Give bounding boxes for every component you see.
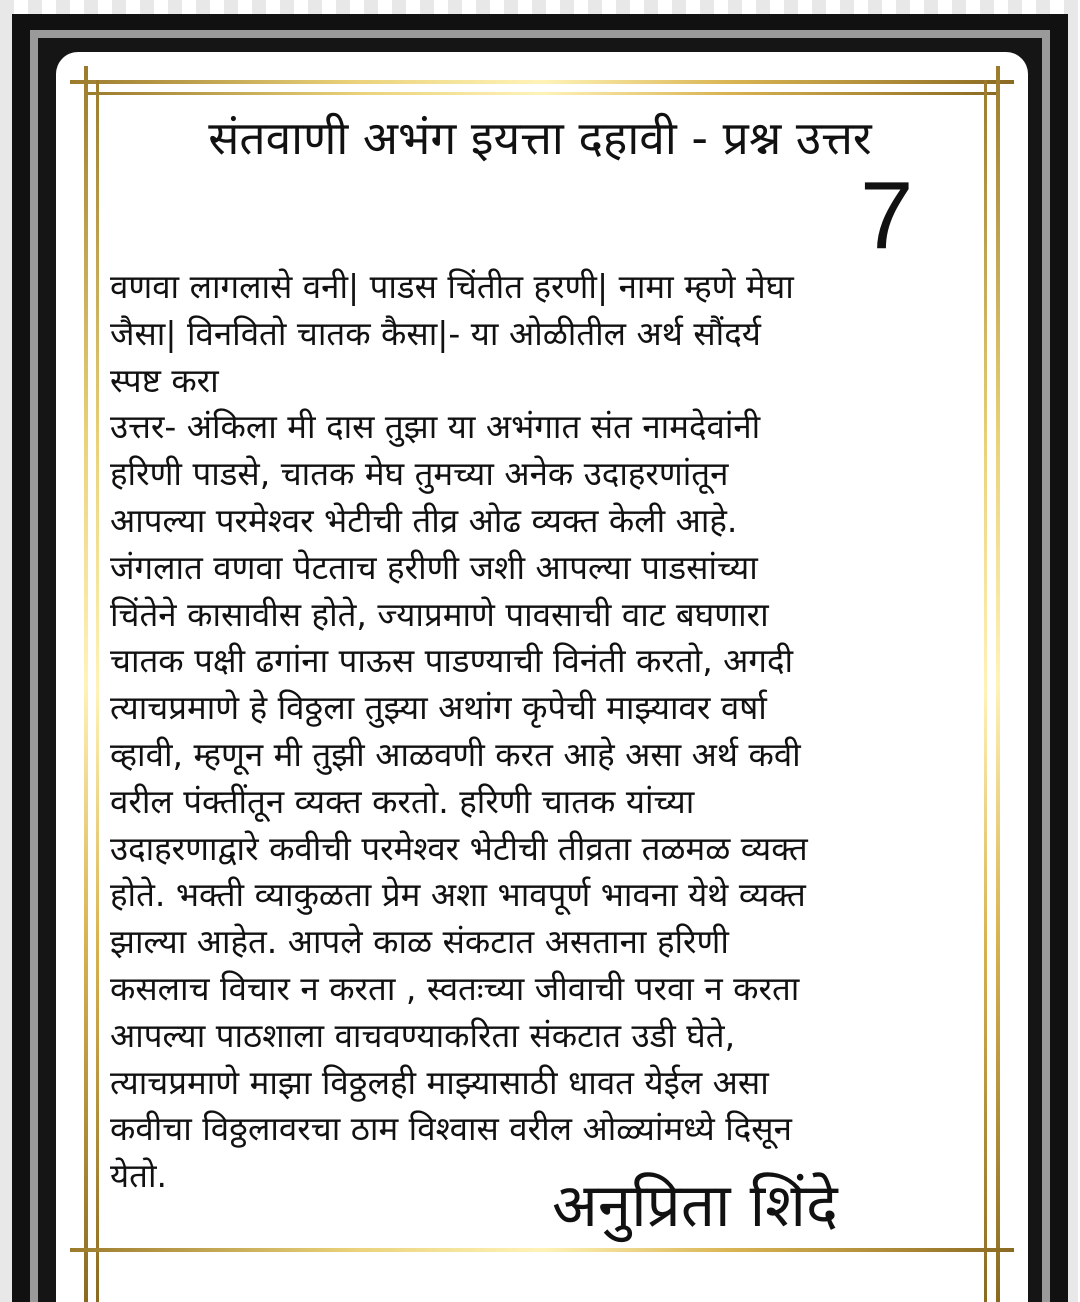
gold-frame-right-line-inner (984, 80, 987, 1302)
text-line: वणवा लागलासे वनी| पाडस चिंतीत हरणी| नामा म्हणे मेघा (110, 267, 794, 306)
gold-frame-right-line (996, 66, 1000, 1302)
gold-frame-top-line (70, 80, 1014, 84)
text-line: त्याचप्रमाणे माझा विठ्ठलही माझ्यासाठी धावत येईल असा (110, 1062, 769, 1102)
text-line: वरील पंक्तींतून व्यक्त करतो. हरिणी चातक यांच्या (110, 781, 695, 821)
page-title: संतवाणी अभंग इयत्ता दहावी - प्रश्न उत्तर (208, 111, 872, 165)
gold-frame-top-line-inner (86, 92, 998, 95)
text-line: झाल्या आहेत. आपले काळ संकटात असताना हरिणी (110, 922, 729, 962)
text-line: जंगलात वणवा पेटताच हरीणी जशी आपल्या पाडसांच्या (110, 547, 758, 587)
answer-text (110, 264, 960, 1200)
text-line: आपल्या परमेश्वर भेटीची तीव्र ओढ व्यक्त केली आहे. (110, 500, 738, 540)
text-line: उदाहरणाद्वारे कवीची परमेश्वर भेटीची तीव्रता तळमळ व्यक्त (110, 828, 808, 868)
text-line: कसलाच विचार न करता , स्वतःच्या जीवाची परवा न करता (110, 968, 800, 1008)
text-line: होते. भक्ती व्याकुळता प्रेम अशा भावपूर्ण भावना येथे व्यक्त (110, 875, 806, 915)
gold-frame-left-line (84, 66, 88, 1302)
question-number: 7 (860, 162, 914, 269)
text-line: चिंतेने कासावीस होते, ज्याप्रमाणे पावसाची वाट बघणारा (110, 594, 769, 634)
text-line: त्याचप्रमाणे हे विठ्ठला तुझ्या अथांग कृपेची माझ्यावर वर्षा (110, 688, 767, 728)
gold-frame-bottom-line (70, 1248, 1014, 1252)
text-line: स्पष्ट करा (110, 360, 219, 400)
text-line: व्हावी, म्हणून मी तुझी आळवणी करत आहे असा अर्थ कवी (110, 734, 801, 774)
text-line: चातक पक्षी ढगांना पाऊस पाडण्याची विनंती करतो, अगदी (110, 641, 794, 681)
text-line: येतो. (110, 1156, 167, 1196)
text-line: हरिणी पाडसे, चातक मेघ तुमच्या अनेक उदाहरणांतून (110, 454, 729, 494)
gold-frame-left-line-inner (96, 80, 99, 1302)
author-signature: अनुप्रिता शिंदे (552, 1171, 838, 1241)
text-line: उत्तर- अंकिला मी दास तुझा या अभंगात संत नामदेवांनी (110, 407, 761, 447)
text-line: जैसा| विनवितो चातक कैसा|- या ओळीतील अर्थ सौंदर्य (110, 313, 761, 353)
text-line: आपल्या पाठशाला वाचवण्याकरिता संकटात उडी घेते, (110, 1015, 736, 1055)
text-line: कवीचा विठ्ठलावरचा ठाम विश्वास वरील ओळ्यांमध्ये दिसून (110, 1109, 792, 1149)
